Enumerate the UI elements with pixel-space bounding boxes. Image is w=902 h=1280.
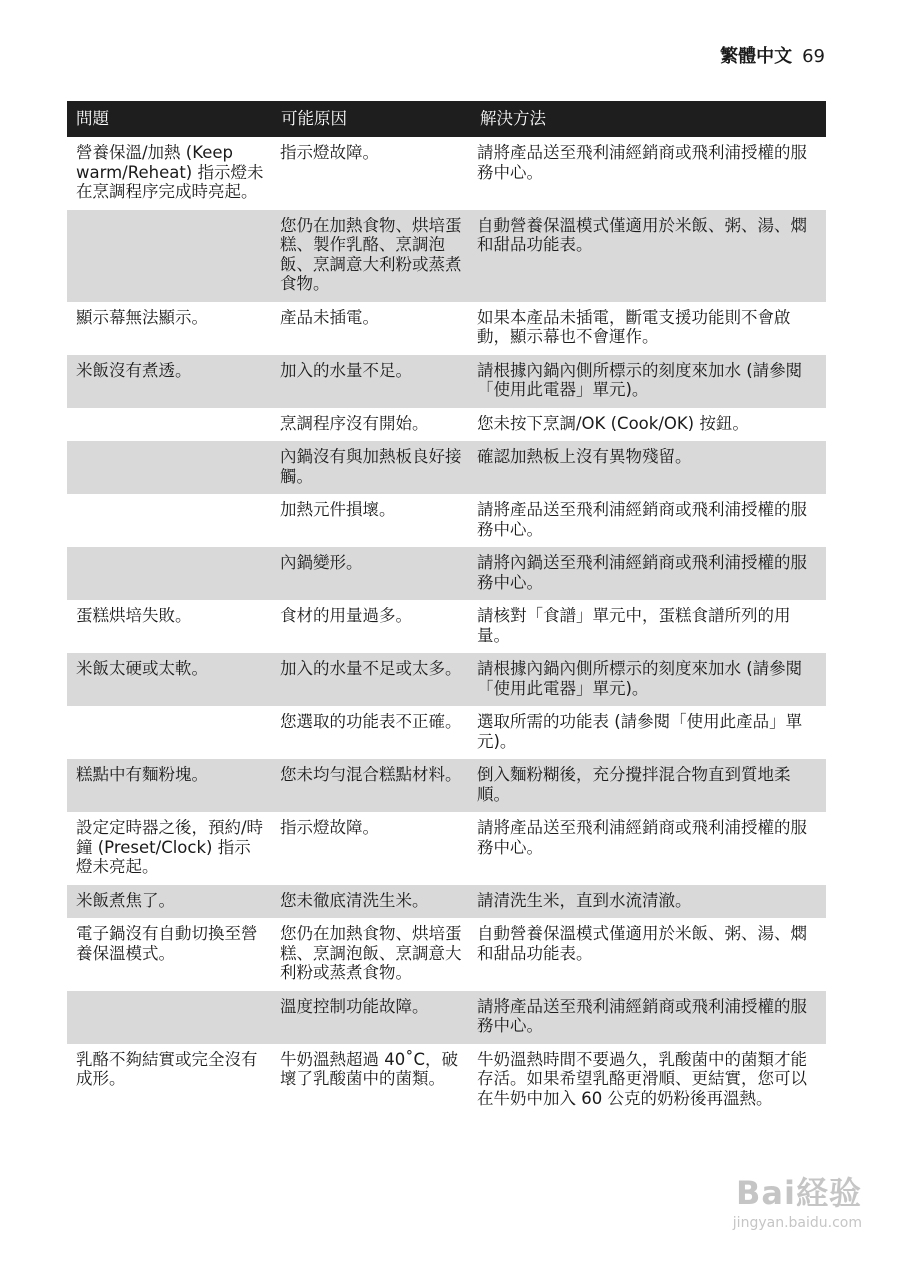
solution-cell: 如果本產品未插電，斷電支援功能則不會啟動，顯示幕也不會運作。 bbox=[477, 307, 791, 346]
cause-cell: 加入的水量不足。 bbox=[280, 360, 412, 380]
solution-cell: 請將產品送至飛利浦經銷商或飛利浦授權的服務中心。 bbox=[477, 996, 807, 1035]
table-row bbox=[67, 885, 826, 919]
problem-cell: 糕點中有麵粉塊。 bbox=[76, 765, 208, 784]
solution-cell: 倒入麵粉糊後，充分攪拌混合物直到質地柔順。 bbox=[477, 765, 791, 804]
column-header-problem: 問題 bbox=[76, 109, 109, 129]
page-number: 69 bbox=[802, 46, 825, 67]
problem-cell: 設定定時器之後，預約/時鐘 (Preset/Clock) 指示燈未亮起。 bbox=[76, 818, 264, 876]
table-row bbox=[67, 408, 826, 442]
watermark bbox=[732, 1174, 862, 1238]
solution-cell: 您未按下烹調/OK (Cook/OK) 按鈕。 bbox=[477, 413, 749, 433]
column-header-solution: 解決方法 bbox=[480, 109, 546, 129]
problem-cell bbox=[67, 706, 272, 759]
table-row bbox=[67, 441, 826, 494]
cause-cell: 您選取的功能表不正確。 bbox=[280, 712, 462, 731]
solution-cell: 請核對「食譜」單元中，蛋糕食譜所列的用量。 bbox=[477, 606, 791, 645]
solution-cell: 確認加熱板上沒有異物殘留。 bbox=[477, 447, 692, 466]
table-body bbox=[67, 137, 826, 1116]
cause-cell: 內鍋變形。 bbox=[280, 553, 363, 572]
problem-cell: 米飯太硬或太軟。 bbox=[76, 659, 208, 678]
troubleshooting-table bbox=[67, 101, 826, 1116]
solution-cell: 請將產品送至飛利浦經銷商或飛利浦授權的服務中心。 bbox=[477, 143, 807, 182]
cause-cell: 牛奶溫熱超過 40˚C，破壞了乳酸菌中的菌類。 bbox=[280, 1049, 459, 1088]
cause-cell: 內鍋沒有與加熱板良好接觸。 bbox=[280, 447, 462, 486]
problem-cell: 米飯沒有煮透。 bbox=[76, 360, 192, 380]
cause-cell: 加入的水量不足或太多。 bbox=[280, 659, 462, 678]
cause-cell: 食材的用量過多。 bbox=[280, 606, 412, 625]
cause-cell: 您未徹底清洗生米。 bbox=[280, 890, 429, 910]
problem-cell: 米飯煮焦了。 bbox=[76, 890, 175, 910]
table-row bbox=[67, 706, 826, 759]
table-row bbox=[67, 355, 826, 408]
table-row bbox=[67, 494, 826, 547]
table-row bbox=[67, 137, 826, 210]
table-row bbox=[67, 991, 826, 1044]
cause-cell: 加熱元件損壞。 bbox=[280, 500, 396, 519]
cause-cell: 您仍在加熱食物、烘培蛋糕、烹調泡飯、烹調意大利粉或蒸煮食物。 bbox=[280, 924, 462, 982]
cause-cell: 指示燈故障。 bbox=[280, 143, 379, 162]
table-row bbox=[67, 653, 826, 706]
cause-cell: 您仍在加熱食物、烘培蛋糕、製作乳酪、烹調泡飯、烹調意大利粉或蒸煮食物。 bbox=[280, 215, 462, 293]
section-title: 繁體中文 bbox=[720, 46, 793, 67]
solution-cell: 請清洗生米，直到水流清澈。 bbox=[477, 890, 692, 910]
problem-cell: 營養保溫/加熱 (Keep warm/Reheat) 指示燈未在烹調程序完成時亮起。 bbox=[76, 143, 264, 201]
table-row bbox=[67, 547, 826, 600]
problem-cell: 顯示幕無法顯示。 bbox=[76, 307, 208, 327]
cause-cell: 烹調程序沒有開始。 bbox=[280, 413, 429, 433]
solution-cell: 請將產品送至飛利浦經銷商或飛利浦授權的服務中心。 bbox=[477, 818, 807, 857]
solution-cell: 請根據內鍋內側所標示的刻度來加水 (請參閱「使用此電器」單元)。 bbox=[477, 659, 803, 698]
column-header-cause: 可能原因 bbox=[281, 109, 347, 129]
solution-cell: 自動營養保溫模式僅適用於米飯、粥、湯、燜和甜品功能表。 bbox=[477, 924, 807, 963]
problem-cell: 乳酪不夠結實或完全沒有成形。 bbox=[76, 1049, 258, 1088]
table-row bbox=[67, 302, 826, 355]
watermark-logo: Bai経验 bbox=[736, 1174, 862, 1212]
table-row bbox=[67, 812, 826, 885]
table-row bbox=[67, 1044, 826, 1117]
solution-cell: 請根據內鍋內側所標示的刻度來加水 (請參閱「使用此電器」單元)。 bbox=[477, 360, 803, 399]
problem-cell bbox=[67, 547, 272, 600]
solution-cell: 自動營養保溫模式僅適用於米飯、粥、湯、燜和甜品功能表。 bbox=[477, 215, 807, 254]
problem-cell: 電子鍋沒有自動切換至營養保溫模式。 bbox=[76, 924, 258, 963]
solution-cell: 牛奶溫熱時間不要過久，乳酸菌中的菌類才能存活。如果希望乳酪更滑順、更結實，您可以在牛奶中加入 60 公克的奶粉後再溫熱。 bbox=[477, 1049, 807, 1108]
table-row bbox=[67, 210, 826, 302]
watermark-url: jingyan.baidu.com bbox=[732, 1215, 862, 1231]
cause-cell: 您未均勻混合糕點材料。 bbox=[280, 765, 462, 784]
problem-cell bbox=[67, 408, 272, 442]
problem-cell bbox=[67, 991, 272, 1044]
solution-cell: 選取所需的功能表 (請參閱「使用此產品」單元)。 bbox=[477, 712, 803, 751]
table-row bbox=[67, 918, 826, 991]
table-row bbox=[67, 600, 826, 653]
cause-cell: 指示燈故障。 bbox=[280, 818, 379, 837]
table-header-row bbox=[67, 101, 826, 137]
problem-cell: 蛋糕烘培失敗。 bbox=[76, 606, 192, 625]
page-header bbox=[720, 44, 825, 70]
solution-cell: 請將產品送至飛利浦經銷商或飛利浦授權的服務中心。 bbox=[477, 500, 807, 539]
table-row bbox=[67, 759, 826, 812]
solution-cell: 請將內鍋送至飛利浦經銷商或飛利浦授權的服務中心。 bbox=[477, 553, 807, 592]
problem-cell bbox=[67, 494, 272, 547]
cause-cell: 溫度控制功能故障。 bbox=[280, 996, 429, 1016]
problem-cell bbox=[67, 441, 272, 494]
cause-cell: 產品未插電。 bbox=[280, 307, 379, 327]
problem-cell bbox=[67, 210, 272, 302]
